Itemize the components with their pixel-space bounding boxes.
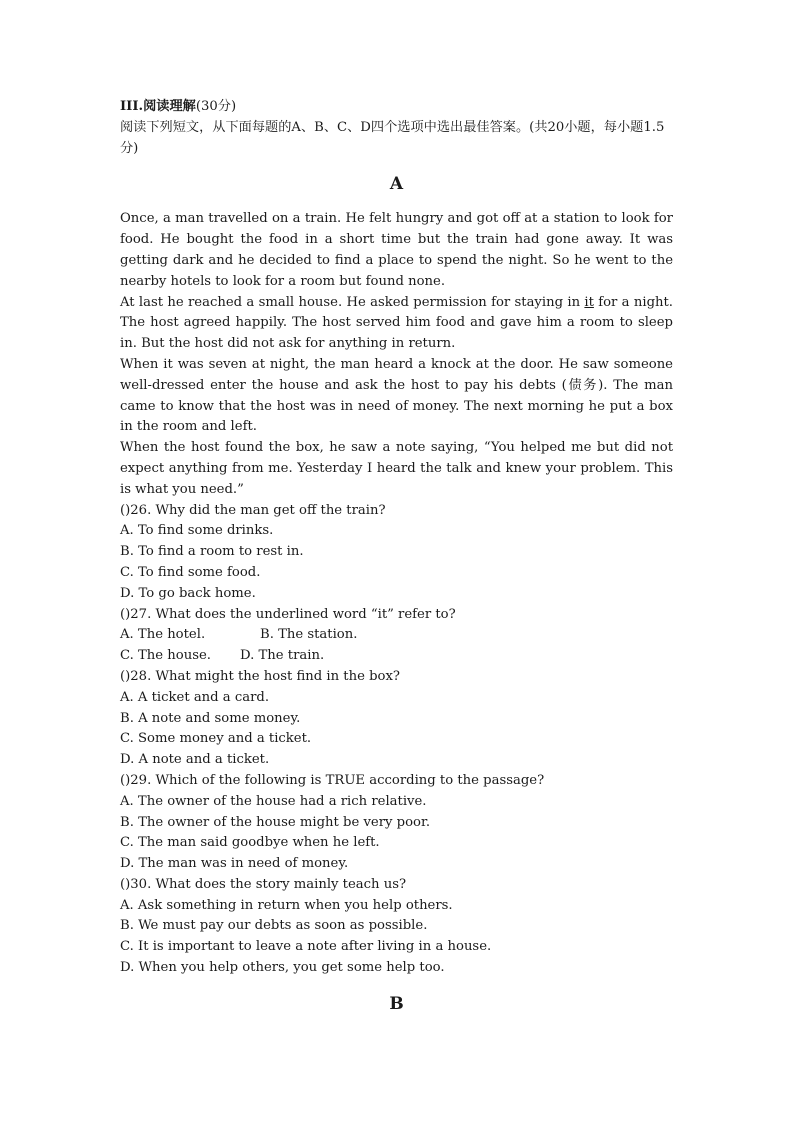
option-c: C. The house.: [120, 648, 211, 664]
instructions: 阅读下列短文，从下面每题的A、B、C、D四个选项中选出最佳答案。(共20小题，每小题1.5分): [120, 119, 665, 156]
option-a: A. Ask something in return when you help others.: [120, 897, 453, 913]
question-27: [120, 605, 673, 667]
passage-a-paragraph-4: When the host found the box, he saw a note saying, “You helped me but did not expect anything from me. Yesterday I heard the talk and knew your problem. This is what you need.”: [120, 440, 673, 497]
question-stem: ()28. What might the host find in the box?: [120, 668, 400, 684]
underlined-word: it: [584, 294, 594, 310]
passage-b-label: B: [389, 993, 404, 1014]
passage-a-label: A: [389, 174, 404, 195]
passage-a-paragraph-1: Once, a man travelled on a train. He felt hungry and got off at a station to look for food. He bought the food in a short time but the train had gone away. It was getting dark and he decided to find a place to spend the night. So he went to the nearby hotels to look for a room but found none.: [120, 211, 673, 289]
option-c: C. To find some food.: [120, 564, 261, 580]
option-b: B. We must pay our debts as soon as possible.: [120, 918, 428, 934]
option-b: B. A note and some money.: [120, 710, 301, 726]
option-c: C. It is important to leave a note after living in a house.: [120, 939, 492, 955]
option-c: C. The man said goodbye when he left.: [120, 835, 380, 851]
exam-page: [120, 97, 673, 1029]
option-d: D. A note and a ticket.: [120, 752, 270, 768]
option-d: D. The train.: [240, 648, 325, 664]
option-a: A. The hotel.: [120, 627, 206, 643]
question-28: [120, 667, 673, 771]
question-30: [120, 875, 673, 979]
question-26: [120, 501, 673, 605]
option-d: D. When you help others, you get some help too.: [120, 960, 445, 976]
option-a: A. The owner of the house had a rich relative.: [120, 793, 427, 809]
option-b: B. The station.: [260, 627, 358, 643]
section-heading: III.阅读理解(30分): [120, 99, 237, 114]
question-stem: ()26. Why did the man get off the train?: [120, 502, 386, 518]
passage-a-paragraph-2: At last he reached a small house. He asked permission for staying in it for a night. The host agreed happily. The host served him food and gave him a room to sleep in. But the host did not ask for anything in return.: [120, 294, 673, 352]
option-row: [120, 646, 673, 667]
question-stem: ()30. What does the story mainly teach us?: [120, 876, 407, 892]
option-b: B. To find a room to rest in.: [120, 544, 304, 560]
option-d: D. To go back home.: [120, 585, 256, 601]
question-29: [120, 771, 673, 875]
option-row: [120, 625, 673, 646]
option-a: A. A ticket and a card.: [120, 689, 270, 705]
option-d: D. The man was in need of money.: [120, 856, 349, 872]
passage-a-paragraph-3: When it was seven at night, the man heard a knock at the door. He saw someone well-dressed enter the house and ask the host to pay his debts (债务). The man came to know that the host was in need of money. The next morning he put a box in the room and left.: [120, 356, 673, 435]
question-stem: ()29. Which of the following is TRUE according to the passage?: [120, 772, 545, 788]
option-a: A. To find some drinks.: [120, 523, 274, 539]
option-c: C. Some money and a ticket.: [120, 731, 312, 747]
question-stem: ()27. What does the underlined word “it” refer to?: [120, 606, 456, 622]
option-b: B. The owner of the house might be very poor.: [120, 814, 431, 830]
